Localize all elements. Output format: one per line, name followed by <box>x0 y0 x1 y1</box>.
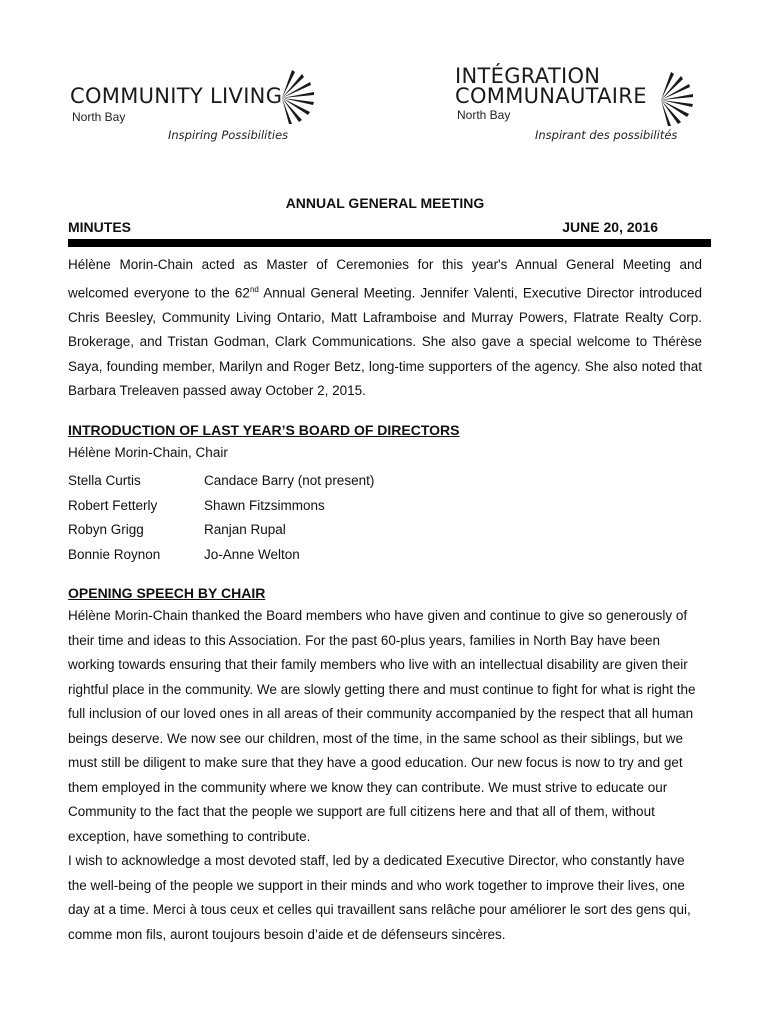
integration-communautaire-logo <box>455 62 705 148</box>
logo-tagline: Inspiring Possibilities <box>168 128 289 142</box>
speech-paragraph-2: I wish to acknowledge a most devoted staff, led by a dedicated Executive Director, who constantly have the well-being of the people we support in their minds and who work together to improve their lives, one day at a time. Merci à tous ceux et celles qui travaillent sans relâche pour améliorer le sort des gens qui, comme mon fils, auront toujours besoin d’aide et de défenseurs sincères. <box>68 853 691 942</box>
community-living-logo <box>70 68 320 148</box>
minutes-label: MINUTES <box>68 219 131 235</box>
board-row <box>68 494 374 519</box>
board-row <box>68 543 374 568</box>
board-member: Jo-Anne Welton <box>204 546 300 562</box>
board-chair: Hélène Morin-Chain, Chair <box>68 445 228 460</box>
logo-brand-text: COMMUNITY LIVING <box>70 84 283 108</box>
board-member: Shawn Fitzsimmons <box>204 497 325 513</box>
intro-text-part1: Hélène Morin-Chain acted as Master of Ceremonies for this year's Annual General Meeting and welcomed everyone to the 62 <box>68 257 702 300</box>
board-row <box>68 518 374 543</box>
board-member: Ranjan Rupal <box>204 522 286 537</box>
logo-tagline: Inspirant des possibilités <box>535 128 678 142</box>
speech-paragraph-1: Hélène Morin-Chain thanked the Board members who have given and continue to give so generously of their time and ideas to this Association. For the past 60-plus years, families in North Bay have been working towards ensuring that their family members who live with an intellectual disability are given their rightful place in the community. We are slowly getting there and must continue to fight for what is right the full inclusion of our loved ones in all areas of their community accompanied by the respect that all human beings deserve. We now see our children, most of the time, in the same school as their siblings, but we must still be diligent to make sure that they have a good education. Our new focus is now to try and get them employed in the community where we know they can contribute. We must strive to educate our Community to the fact that the people we support are full citizens here and that all of them, without exception, have something to contribute. <box>68 608 696 844</box>
speech-heading: OPENING SPEECH BY CHAIR <box>68 585 266 601</box>
meeting-date: JUNE 20, 2016 <box>562 219 658 235</box>
board-row <box>68 469 374 494</box>
starburst-icon <box>655 70 695 126</box>
document-title: ANNUAL GENERAL MEETING <box>285 195 485 211</box>
ordinal-suffix: nd <box>249 284 259 294</box>
intro-text-part2: Annual General Meeting. Jennifer Valenti, Executive Director introduced Chris Beesley, Community Living Ontario, Matt Laframboise and Murray Powers, Flatrate Realty Corp. Brokerage, and Tristan Godman, Clark Communications. She also gave a special welcome to Thérèse Saya, founding member, Marilyn and Roger Betz, long-time supporters of the agency. She also noted that Barbara Treleaven passed away October 2, 2015. <box>68 285 702 398</box>
board-member: Robyn Grigg <box>68 522 144 537</box>
board-member: Candace Barry (not present) <box>204 473 375 488</box>
board-member: Robert Fetterly <box>68 497 158 513</box>
speech-paragraph <box>68 604 702 947</box>
board-members-list <box>68 469 374 567</box>
logo-location: North Bay <box>457 108 511 122</box>
board-member: Bonnie Roynon <box>68 546 161 562</box>
logo-brand-line2: COMMUNAUTAIRE <box>455 84 647 108</box>
board-member: Stella Curtis <box>68 473 141 488</box>
logo-brand-line1: INTÉGRATION <box>455 64 601 88</box>
intro-paragraph <box>68 253 702 404</box>
board-heading: INTRODUCTION OF LAST YEAR’S BOARD OF DIRECTORS <box>68 422 460 438</box>
starburst-icon <box>276 68 316 124</box>
logo-location: North Bay <box>72 110 126 124</box>
header-rule <box>68 239 711 247</box>
